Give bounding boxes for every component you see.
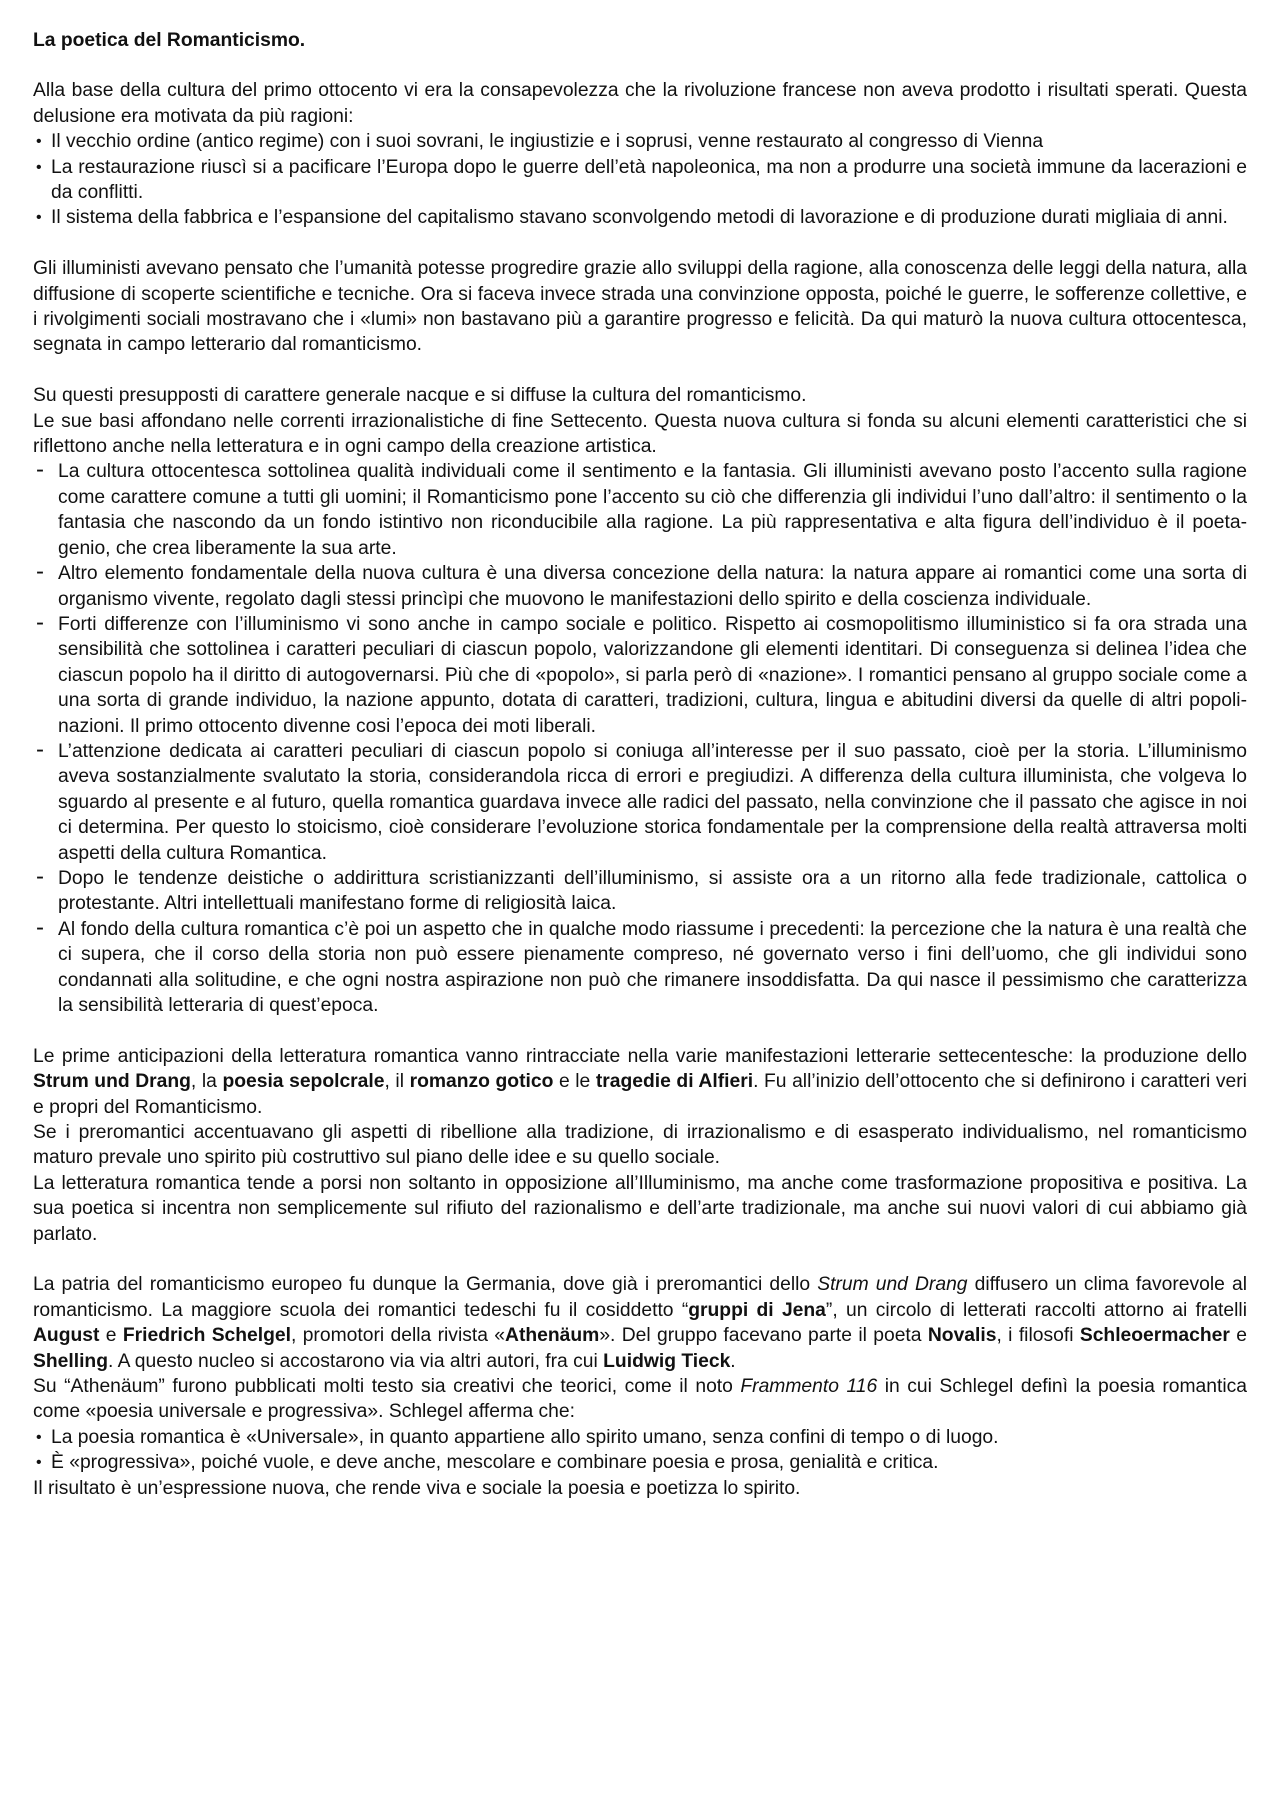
text-run: Le prime anticipazioni della letteratura romantica vanno rintracciate nella varie manifestazioni letterarie settecentesche: la produzione dello	[33, 1045, 1247, 1067]
text-run: . A questo nucleo si accostarono via via altri autori, fra cui	[108, 1350, 604, 1372]
text-run: , i filosofi	[996, 1325, 1080, 1347]
bold-term: Strum und Drang	[33, 1071, 191, 1093]
list-item: - Forti differenze con l’illuminismo vi sono anche in campo sociale e politico. Rispetto ai cosmopolitismo illuministico si fa ora strada una sensibilità che sottolinea i caratteri peculiari di ciascun popolo, valorizzandone gli elementi identitari. Di conseguenza si delinea l’idea che ciascun popolo ha il diritto di autogovernarsi. Più che di «popolo», si parla però di «nazione». I romantici pensano al gruppo sociale come a una sorta di grande individuo, la nazione appunto, dotata di caratteri, tradizioni, cultura, lingua e abitudini diversi da quelle di altri popoli-nazioni. Il primo ottocento divenne cosi l’epoca dei moti liberali.	[33, 612, 1247, 739]
letteratura-paragraph: La letteratura romantica tende a porsi non soltanto in opposizione all’Illuminismo, ma anche come trasformazione propositiva e positiva. La sua poetica si incentra non semplicemente sul rifiuto del razionalismo e dell’arte tradizionale, ma anche sui nuovi valori di cui abbiamo già parlato.	[33, 1172, 1247, 1245]
bold-term: gruppi di Jena	[688, 1299, 826, 1321]
intro-bullet-list	[33, 129, 1247, 231]
text-run: .	[730, 1350, 736, 1372]
list-item: • È «progressiva», poiché vuole, e deve anche, mescolare e combinare poesia e prosa, genialità e critica.	[33, 1450, 1247, 1475]
italic-term: Strum und Drang	[817, 1274, 968, 1296]
bold-term: Schleoermacher	[1079, 1325, 1230, 1347]
list-item: - Al fondo della cultura romantica c’è poi un aspetto che in qualche modo riassume i precedenti: la percezione che la natura è una realtà che ci supera, che il corso della storia non può essere pienamente compreso, né governato verso i fini dell’uomo, che gli individui sono condannati alla solitudine, e che ogni nostra aspirazione non può che rimanere insoddisfatta. Da qui nasce il pessimismo che caratterizza la sensibilità letteraria di quest’epoca.	[33, 917, 1247, 1019]
bold-term: Novalis	[927, 1325, 997, 1347]
list-item: • Il vecchio ordine (antico regime) con i suoi sovrani, le ingiustizie e i soprusi, venne restaurato al congresso di Vienna	[33, 129, 1247, 154]
list-item: • Il sistema della fabbrica e l’espansione del capitalismo stavano sconvolgendo metodi di lavorazione e di produzione durati migliaia di anni.	[33, 205, 1247, 230]
list-item: • La poesia romantica è «Universale», in quanto appartiene allo spirito umano, senza confini di tempo o di luogo.	[33, 1425, 1247, 1450]
bold-term: Friedrich Schelgel	[122, 1325, 291, 1347]
preromantici-paragraph: Se i preromantici accentuavano gli aspetti di ribellione alla tradizione, di irrazionalismo e di esasperato individualismo, nel romanticismo maturo prevale uno spirito più costruttivo sul piano delle idee e su quello sociale.	[33, 1122, 1247, 1169]
text-run: Su “Athenäum” furono pubblicati molti testo sia creativi che teorici, come il noto	[33, 1376, 741, 1398]
text-run: in cui Schlegel definì la poesia romantica come «poesia universale e progressiva». Schlegel afferma che:	[33, 1376, 1248, 1423]
paragraph-spacer	[33, 1247, 1247, 1272]
bold-term: August	[33, 1325, 100, 1347]
bold-term: Athenäum	[505, 1325, 600, 1347]
text-run: , la	[190, 1071, 223, 1093]
paragraph-spacer	[33, 231, 1247, 256]
page-title: La poetica del Romanticismo.	[33, 30, 306, 51]
text-run: , il	[384, 1071, 410, 1093]
bold-term: Luidwig Tieck	[603, 1350, 731, 1372]
athenaum-paragraph	[33, 1374, 1247, 1425]
list-item: • La restaurazione riuscì si a pacificare l’Europa dopo le guerre dell’età napoleonica, ma non a produrre una società immune da lacerazioni e da conflitti.	[33, 155, 1247, 206]
text-run: La patria del romanticismo europeo fu dunque la Germania, dove già i preromantici dello	[33, 1274, 818, 1296]
bold-term: tragedie di Alfieri	[595, 1071, 754, 1093]
germania-paragraph	[33, 1272, 1247, 1374]
anticipazioni-paragraph	[33, 1044, 1247, 1120]
list-item: - La cultura ottocentesca sottolinea qualità individuali come il sentimento e la fantasia. Gli illuministi avevano posto l’accento sulla ragione come carattere comune a tutti gli uomini; il Romanticismo pone l’accento su ciò che differenzia gli individui l’uno dall’altro: il sentimento o la fantasia che nascondo da un fondo istintivo non riconducibile alla ragione. La più rappresentativa e alta figura dell’individuo è il poeta-genio, che crea liberamente la sua arte.	[33, 459, 1247, 561]
paragraph-spacer	[33, 358, 1247, 383]
presupposti-paragraph: Le sue basi affondano nelle correnti irrazionalistiche di fine Settecento. Questa nuova cultura si fonda su alcuni elementi caratteristici che si riflettono anche nella letteratura e in ogni campo della creazione artistica.	[33, 410, 1247, 458]
list-item: - L’attenzione dedicata ai caratteri peculiari di ciascun popolo si coniuga all’interesse per il suo passato, cioè per la storia. L’illuminismo aveva sostanzialmente svalutato la storia, considerandola ricca di errori e pregiudizi. A differenza della cultura illuminista, che volgeva lo sguardo al presente e al futuro, quella romantica guardava invece alle radici del passato, nella convinzione che il passato che agisce in noi ci determina. Per questo lo stoicismo, cioè considerare l’evoluzione storica fondamentale per la comprensione della realtà attraversa molti aspetti della cultura Romantica.	[33, 739, 1247, 866]
bold-term: romanzo gotico	[409, 1071, 554, 1093]
list-item: - Dopo le tendenze deistiche o addirittura scristianizzanti dell’illuminismo, si assiste ora a un ritorno alla fede tradizionale, cattolica o protestante. Altri intellettuali manifestano forme di religiosità laica.	[33, 866, 1247, 917]
text-run: ”, un circolo di letterati raccolti attorno ai fratelli	[825, 1299, 1247, 1321]
text-run: e	[99, 1325, 123, 1347]
schlegel-bullet-list	[33, 1425, 1247, 1476]
text-run: diffusero un clima favorevole al romanticismo. La maggiore scuola dei romantici tedeschi fu il cosiddetto “	[33, 1274, 1247, 1321]
list-item: - Altro elemento fondamentale della nuova cultura è una diversa concezione della natura: la natura appare ai romantici come una sorta di organismo vivente, regolato dagli stessi princìpi che muovono le manifestazioni dello spirito e della coscienza individuale.	[33, 561, 1247, 612]
text-run: ». Del gruppo facevano parte il poeta	[599, 1325, 928, 1347]
text-run: e le	[553, 1071, 596, 1093]
italic-term: Frammento 116	[740, 1376, 878, 1398]
elements-dash-list	[33, 459, 1247, 1018]
text-run: , promotori della rivista «	[291, 1325, 506, 1347]
bold-term: Shelling	[33, 1350, 108, 1372]
presupposti-line: Su questi presupposti di carattere generale nacque e si diffuse la cultura del romanticismo.	[33, 385, 807, 407]
text-run: e	[1229, 1325, 1247, 1347]
intro-paragraph: Alla base della cultura del primo ottocento vi era la consapevolezza che la rivoluzione francese non aveva prodotto i risultati sperati. Questa delusione era motivata da più ragioni:	[33, 80, 1247, 127]
closing-paragraph: Il risultato è un’espressione nuova, che rende viva e sociale la poesia e poetizza lo spirito.	[33, 1477, 801, 1499]
text-run: . Fu all’inizio dell’ottocento che si definirono i caratteri veri e propri del Romanticismo.	[33, 1071, 1247, 1118]
bold-term: poesia sepolcrale	[222, 1071, 385, 1093]
illuministi-paragraph: Gli illuministi avevano pensato che l’umanità potesse progredire grazie allo sviluppi della ragione, alla conoscenza delle leggi della natura, alla diffusione di scoperte scientifiche e tecniche. Ora si faceva invece strada una convinzione opposta, poiché le guerre, le sofferenze collettive, e i rivolgimenti sociali mostravano che i «lumi» non bastavano più a garantire progresso e felicità. Da qui maturò la nuova cultura ottocentesca, segnata in campo letterario dal romanticismo.	[33, 258, 1247, 356]
paragraph-spacer	[33, 1018, 1247, 1043]
